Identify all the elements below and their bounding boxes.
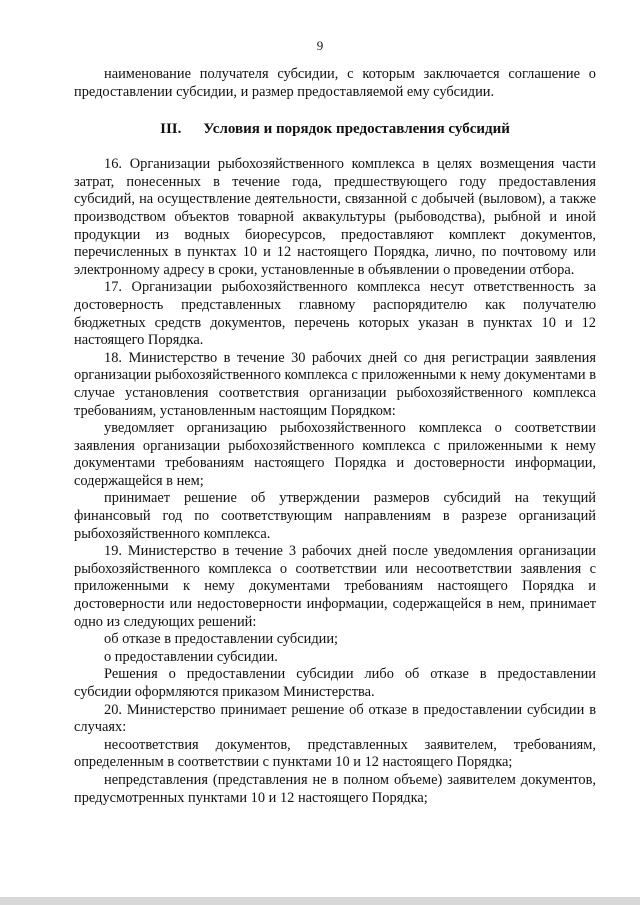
- paragraph-19-item-1: об отказе в предоставлении субсидии;: [104, 631, 339, 648]
- paragraph-20: 20. Министерство принимает решение об отказе в предоставлении субсидии в случаях:: [74, 701, 596, 736]
- section-heading: [74, 120, 596, 138]
- intro-paragraph: наименование получателя субсидии, с которым заключается соглашение о предоставлении субсидии, и размер предоставляемой ему субсидии.: [74, 66, 596, 100]
- section-title: Условия и порядок предоставления субсидий: [203, 121, 510, 138]
- paragraph-20-item-2: непредставления (представления не в полном объеме) заявителем документов, предусмотренных пунктами 10 и 12 настоящего Порядка;: [74, 771, 596, 806]
- paragraph-18: 18. Министерство в течение 30 рабочих дней со дня регистрации заявления организации рыбохозяйственного комплекса с приложенными к нему документами в случае установления соответствия организации рыбохозяйственного комплекса требованиям, установленным настоящим Порядком:: [74, 349, 596, 419]
- section-number: III.: [160, 121, 182, 138]
- paragraph-19-item-2: о предоставлении субсидии.: [104, 648, 278, 665]
- paragraph-18-item-1: уведомляет организацию рыбохозяйственного комплекса о соответствии заявления организации рыбохозяйственного комплекса с приложенными к нему документами требованиям настоящего Порядка и достоверности информации, содержащейся в нем;: [74, 420, 596, 489]
- page-number: 9: [316, 38, 324, 53]
- document-body: [74, 66, 596, 807]
- paragraph-17: 17. Организации рыбохозяйственного комплекса несут ответственность за достоверность представленных главному распорядителю как получателю бюджетных средств документов, перечень которых указан в пунктах 10 и 12 настоящего Порядка.: [74, 279, 596, 349]
- paragraph-19: 19. Министерство в течение 3 рабочих дней после уведомления организации рыбохозяйственного комплекса о соответствии или несоответствии заявления с приложенными к нему документами требованиям настоящего Порядка и достоверности или недостоверности информации, содержащейся в нем, принимает одно из следующих решений:: [74, 543, 596, 630]
- paragraph-18-item-2: принимает решение об утверждении размеров субсидий на текущий финансовый год по соответствующим направлениям в разрезе организаций рыбохозяйственного комплекса.: [74, 490, 596, 542]
- scan-bottom-edge: [0, 897, 640, 905]
- paragraph-16: 16. Организации рыбохозяйственного комплекса в целях возмещения части затрат, понесенных в течение года, предшествующего году предоставления субсидий, на осуществление деятельности, связанной с добычей (выловом), а также производством объектов товарной аквакультуры (рыбоводства), рыбной и иной продукции из водных биоресурсов, предоставляют комплект документов, перечисленных в пунктах 10 и 12 настоящего Порядка, лично, по почтовому или электронному адресу в сроки, установленные в объявлении о проведении отбора.: [74, 156, 596, 278]
- paragraph-19-decision: Решения о предоставлении субсидии либо об отказе в предоставлении субсидии оформляются приказом Министерства.: [74, 666, 596, 700]
- paragraph-20-item-1: несоответствия документов, представленных заявителем, требованиям, определенным в соответствии с пунктами 10 и 12 настоящего Порядка;: [74, 736, 596, 771]
